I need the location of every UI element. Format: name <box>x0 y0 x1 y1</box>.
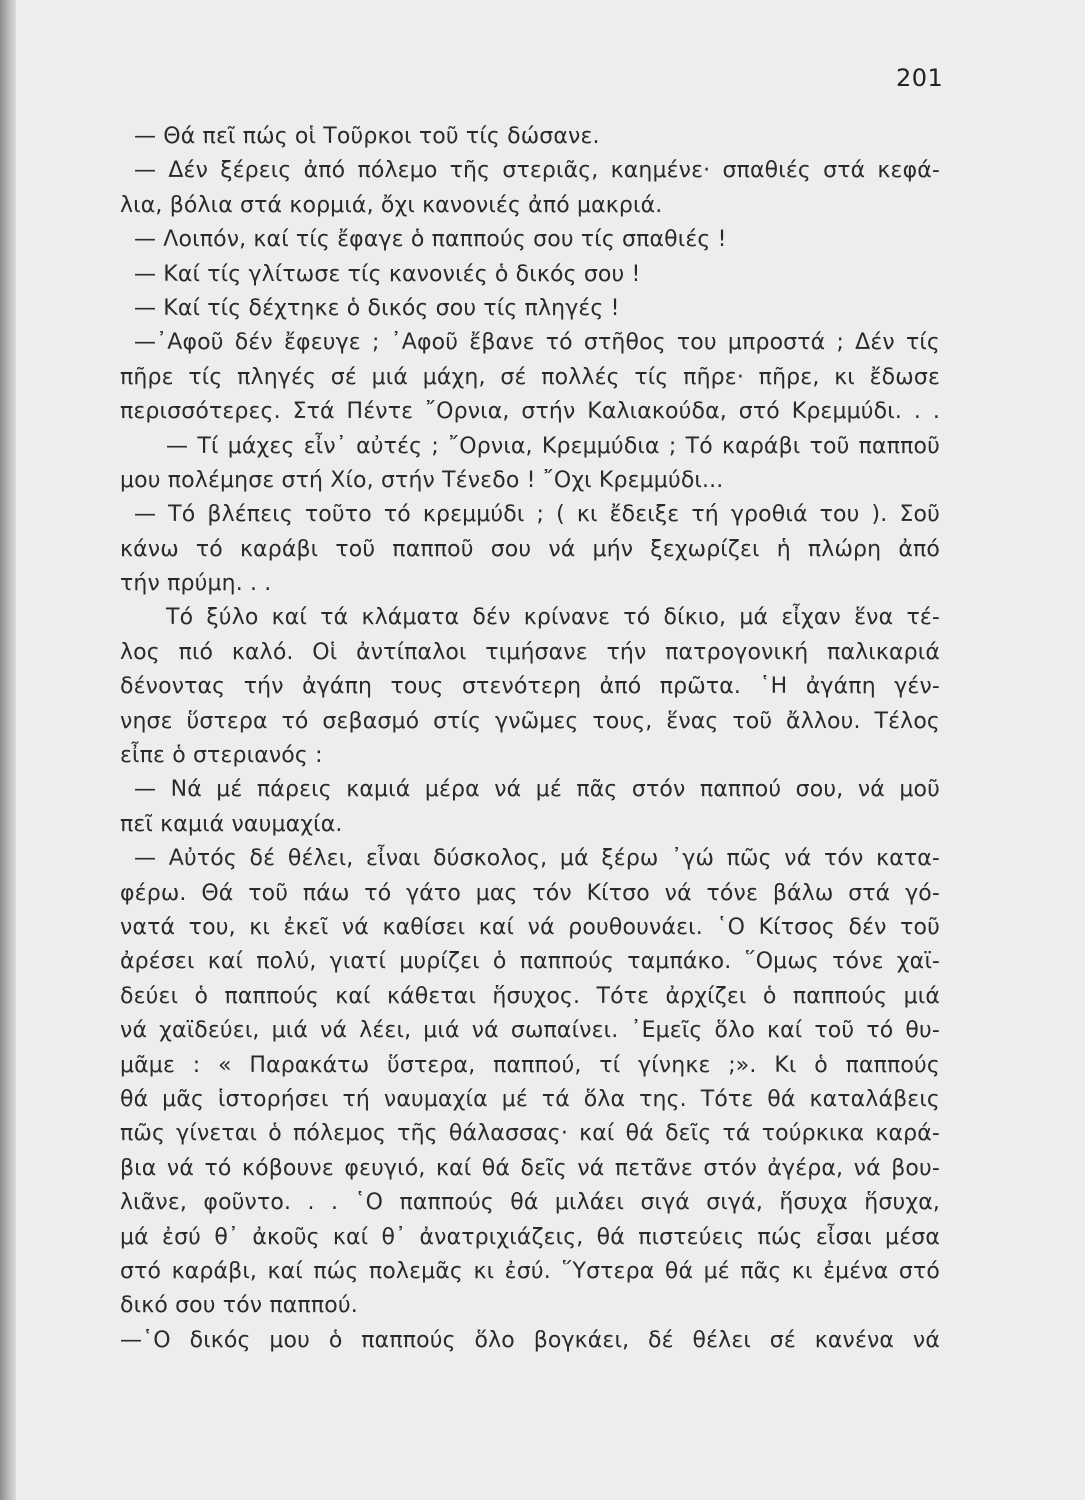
text-line: στό καράβι, καί πώς πολεμᾶς κι ἐσύ. ῞Υστερα θά μέ πᾶς κι ἐμένα στό <box>120 1258 940 1284</box>
text-line: δένοντας τήν ἀγάπη τους στενότερη ἀπό πρῶτα. ῾Η ἀγάπη γέν- <box>120 674 940 700</box>
text-line: βια νά τό κόβουνε φευγιό, καί θά δεῖς νά πετᾶνε στόν ἀγέρα, νά βου- <box>120 1155 940 1181</box>
text-line: λια, βόλια στά κορμιά, ὄχι κανονιές ἀπό μακριά. <box>120 192 663 218</box>
text-line: — Θά πεῖ πώς οἱ Τοῦρκοι τοῦ τίς δώσανε. <box>134 124 600 149</box>
text-line: θά μᾶς ἱστορήσει τή ναυμαχία μέ τά ὅλα της. Τότε θά καταλάβεις <box>120 1086 940 1112</box>
text-line: δικό σου τόν παππού. <box>120 1293 358 1319</box>
page-left-edge-shadow <box>0 0 16 1500</box>
text-line: πῆρε τίς πληγές σέ μιά μάχη, σέ πολλές τίς πῆρε· πῆρε, κι ἔδωσε <box>120 364 940 390</box>
text-line: νά χαϊδεύει, μιά νά λέει, μιά νά σωπαίνει. ᾿Εμεῖς ὅλο καί τοῦ τό θυ- <box>120 1018 940 1044</box>
text-line: νησε ὕστερα τό σεβασμό στίς γνῶμες τους, ἕνας τοῦ ἄλλου. Τέλος <box>120 708 940 734</box>
text-line: τήν πρύμη. . . <box>120 571 272 597</box>
text-line: — Καί τίς δέχτηκε ὁ δικός σου τίς πληγές ! <box>134 295 620 321</box>
text-line: —᾿Αφοῦ δέν ἔφευγε ; ᾿Αφοῦ ἔβανε τό στῆθος του μπροστά ; Δέν τίς <box>134 330 940 356</box>
text-line: — Αὐτός δέ θέλει, εἶναι δύσκολος, μά ξέρω ᾿γώ πῶς νά τόν κατα- <box>134 846 940 872</box>
text-line: μά ἐσύ θ᾿ ἀκοῦς καί θ᾿ ἀνατριχιάζεις, θά πιστεύεις πώς εἶσαι μέσα <box>120 1224 940 1250</box>
text-line: κάνω τό καράβι τοῦ παπποῦ σου νά μήν ξεχωρίζει ἡ πλώρη ἀπό <box>120 536 940 562</box>
text-line: — Λοιπόν, καί τίς ἔφαγε ὁ παππούς σου τίς σπαθιές ! <box>134 227 727 253</box>
text-line: — Νά μέ πάρεις καμιά μέρα νά μέ πᾶς στόν παππού σου, νά μοῦ <box>134 777 940 803</box>
text-line: λιᾶνε, φοῦντο. . . ῾Ο παππούς θά μιλάει σιγά σιγά, ἥσυχα ἥσυχα, <box>120 1190 940 1216</box>
text-line: λος πιό καλό. Οἱ ἀντίπαλοι τιμήσανε τήν πατρογονική παλικαριά <box>120 639 940 665</box>
text-line: πεῖ καμιά ναυμαχία. <box>120 811 343 837</box>
text-line: νατά του, κι ἐκεῖ νά καθίσει καί νά ρουθουνάει. ῾Ο Κίτσος δέν τοῦ <box>120 914 940 940</box>
text-line: μᾶμε : « Παρακάτω ὕστερα, παππού, τί γίνηκε ;». Κι ὁ παππούς <box>120 1052 940 1078</box>
text-line: — Τί μάχες εἶν᾿ αὐτές ; ῎Ορνια, Κρεμμύδια ; Τό καράβι τοῦ παπποῦ <box>166 433 940 459</box>
page-number: 201 <box>896 64 944 92</box>
text-line: πῶς γίνεται ὁ πόλεμος τῆς θάλασσας· καί θά δεῖς τά τούρκικα καρά- <box>120 1121 940 1147</box>
body-text <box>120 120 940 1358</box>
text-line: μου πολέμησε στή Χίο, στήν Τένεδο ! ῎Οχι Κρεμμύδι... <box>120 467 724 493</box>
text-line: — Δέν ξέρεις ἀπό πόλεμο τῆς στεριᾶς, καημένε· σπαθιές στά κεφά- <box>134 158 940 184</box>
text-line: περισσότερες. Στά Πέντε ῎Ορνια, στήν Καλιακούδα, στό Κρεμμύδι. . . <box>120 399 940 425</box>
text-line: Τό ξύλο καί τά κλάματα δέν κρίνανε τό δίκιο, μά εἶχαν ἕνα τέ- <box>166 605 940 631</box>
text-line: — Καί τίς γλίτωσε τίς κανονιές ὁ δικός σου ! <box>134 261 641 287</box>
book-page <box>16 0 1085 1500</box>
text-line: φέρω. Θά τοῦ πάω τό γάτο μας τόν Κίτσο νά τόνε βάλω στά γό- <box>120 880 940 906</box>
text-line: δεύει ὁ παππούς καί κάθεται ἥσυχος. Τότε ἀρχίζει ὁ παππούς μιά <box>120 983 940 1009</box>
text-line: — Τό βλέπεις τοῦτο τό κρεμμύδι ; ( κι ἔδειξε τή γροθιά του ). Σοῦ <box>134 502 940 528</box>
text-line: εἶπε ὁ στεριανός : <box>120 743 323 769</box>
text-line: —῾Ο δικός μου ὁ παππούς ὅλο βογκάει, δέ θέλει σέ κανένα νά <box>120 1327 940 1353</box>
text-line: ἀρέσει καί πολύ, γιατί μυρίζει ὁ παππούς ταμπάκο. ῞Ομως τόνε χαϊ- <box>120 949 940 975</box>
